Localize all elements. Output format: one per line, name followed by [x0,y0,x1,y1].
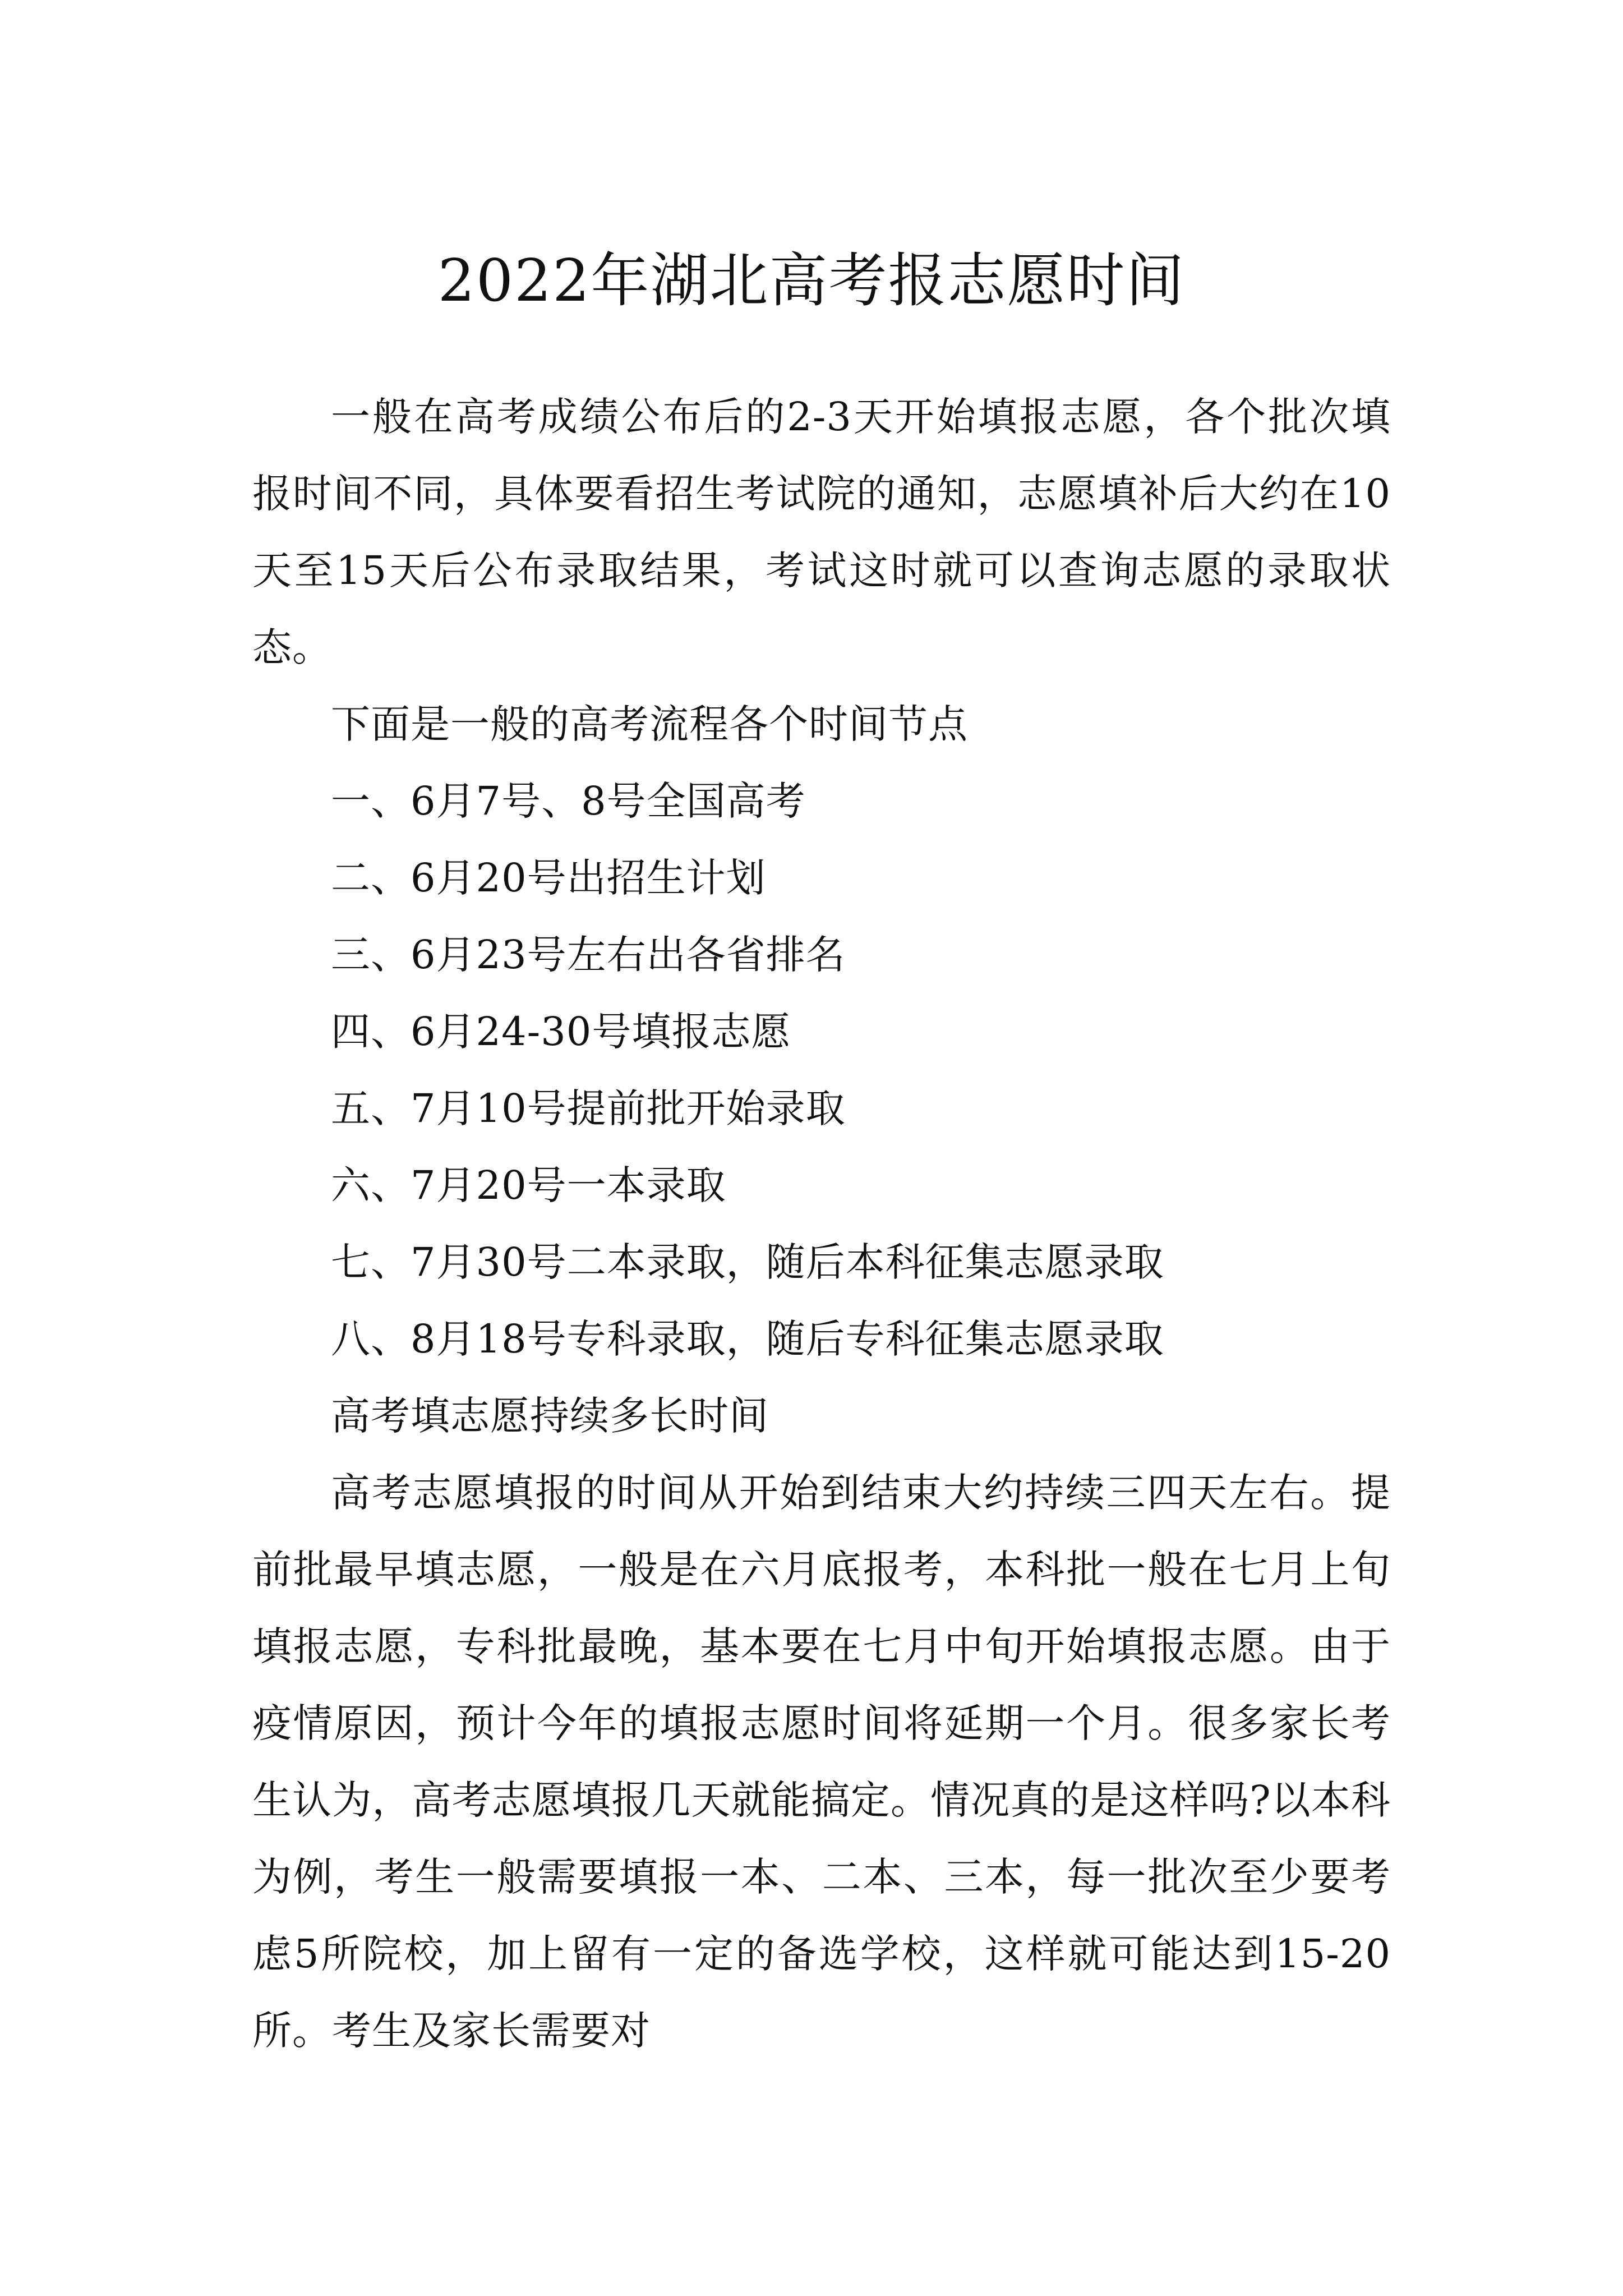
timeline-item-6: 六、7月20号一本录取 [331,1162,726,1208]
duration-heading: 高考填志愿持续多长时间 [331,1393,769,1439]
timeline-item-7: 七、7月30号二本录取，随后本科征集志愿录取 [331,1239,1164,1285]
timeline-item-2: 二、6月20号出招生计划 [331,855,766,901]
timeline-heading: 下面是一般的高考流程各个时间节点 [331,701,968,747]
timeline-item-1: 一、6月7号、8号全国高考 [331,778,806,824]
intro-paragraph: 一般在高考成绩公布后的2-3天开始填报志愿，各个批次填报时间不同，具体要看招生考试院的通知，志愿填补后大约在10天至15天后公布录取结果，考试这时就可以查询志愿的录取状态。 [252,394,1391,670]
timeline-item-4: 四、6月24-30号填报志愿 [331,1009,791,1055]
timeline-item-8: 八、8月18号专科录取，随后专科征集志愿录取 [331,1316,1164,1362]
duration-paragraph: 高考志愿填报的时间从开始到结束大约持续三四天左右。提前批最早填志愿，一般是在六月底报考，本科批一般在七月上旬填报志愿，专科批最晚，基本要在七月中旬开始填报志愿。由于疫情原因，预计今年的填报志愿时间将延期一个月。很多家长考生认为，高考志愿填报几天就能搞定。情况真的是这样吗?以本科为例，考生一般需要填报一本、二本、三本，每一批次至少要考虑5所院校，加上留有一定的备选学校，这样就可能达到15-20所。考生及家长需要对 [252,1470,1391,2054]
timeline-item-5: 五、7月10号提前批开始录取 [331,1085,846,1131]
timeline-item-3: 三、6月23号左右出各省排名 [331,932,846,978]
page-title: 2022年湖北高考报志愿时间 [437,246,1186,315]
document-body [252,379,1391,2069]
